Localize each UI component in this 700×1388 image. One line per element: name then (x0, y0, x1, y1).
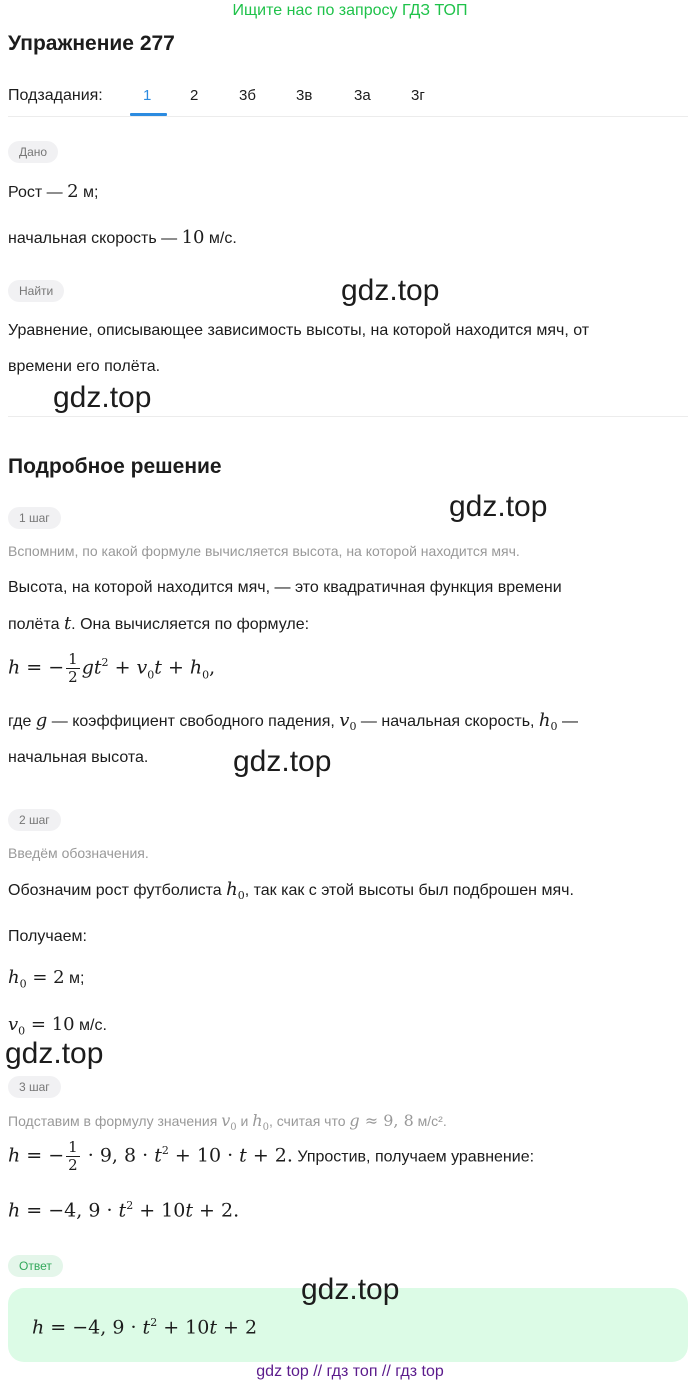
watermark-1: gdz.top (341, 274, 440, 307)
watermark-3: gdz.top (449, 490, 548, 523)
step1-line-2: полёта t. Она вычисляется по формуле: (8, 613, 310, 634)
step1-line-1: Высота, на которой находится мяч, — это квадратичная функция времени (8, 579, 562, 596)
section-divider (8, 416, 688, 417)
formula-height: h = − $\frac{1}{2}$ $gt^2 + v_0t + h_0$, (8, 650, 216, 686)
formula-simplified: h = −4, $9 \cdot t^2 + 10t + 2$. (8, 1199, 240, 1222)
solution-title: Подробное решение (8, 455, 222, 478)
h0-value: $h_0 = 2$ м; (8, 967, 85, 991)
step2-badge: 2 шаг (8, 809, 61, 831)
find-badge: Найти (8, 280, 64, 302)
tab-3g[interactable]: 3г (411, 87, 425, 104)
tab-2[interactable]: 2 (190, 87, 199, 104)
subtasks-tabs (8, 86, 688, 116)
step3-hint: Подставим в формулу значения $v_0$ и $h_0$, считая что g ≈ 9, 8 м/с². (8, 1111, 447, 1133)
formula-substituted: h = − $\frac{1}{2}$ · 9, $8 \cdot t^2 + 10 \cdot t + 2$. Упростив, получаем уравнение: (8, 1138, 535, 1174)
step1-last-line: начальная высота. (8, 749, 149, 766)
watermark-6: gdz.top (301, 1273, 400, 1306)
subtasks-label: Подзадания: (8, 87, 103, 104)
tab-1[interactable]: 1 (143, 87, 152, 104)
tab-3a[interactable]: 3а (354, 87, 371, 104)
watermark-5: gdz.top (5, 1037, 104, 1070)
find-line-1: Уравнение, описывающее зависимость высоты, на которой находится мяч, от (8, 322, 590, 339)
find-line-2: времени его полёта. (8, 358, 161, 375)
answer-formula: h = −4, $9 \cdot t^2 + 10t + 2$ (32, 1316, 258, 1339)
footer-links[interactable]: gdz top // гдз топ // гдз top (256, 1363, 444, 1380)
page-title: Упражнение 277 (8, 32, 175, 55)
given-speed: начальная скорость — 10 м/с. (8, 227, 237, 248)
step2-line-1: Обозначим рост футболиста $h_0$, так как с этой высоты был подброшен мяч. (8, 879, 574, 903)
given-badge: Дано (8, 141, 58, 163)
tabs-divider (8, 116, 688, 117)
step1-badge: 1 шаг (8, 507, 61, 529)
search-banner: Ищите нас по запросу ГДЗ ТОП (232, 2, 468, 19)
step3-badge: 3 шаг (8, 1076, 61, 1098)
step2-hint: Введём обозначения. (8, 845, 149, 861)
given-height: Рост — 2 м; (8, 181, 99, 202)
step1-where: где g — коэффициент свободного падения, $v_0$ — начальная скорость, $h_0$ — (8, 710, 578, 734)
step1-hint: Вспомним, по какой формуле вычисляется высота, на которой находится мяч. (8, 543, 520, 559)
step2-get: Получаем: (8, 928, 87, 945)
answer-badge: Ответ (8, 1255, 63, 1277)
tab-3b[interactable]: 3б (239, 87, 256, 104)
watermark-2: gdz.top (53, 381, 152, 414)
v0-value: $v_0 = 10$ м/с. (8, 1014, 107, 1038)
watermark-4: gdz.top (233, 745, 332, 778)
tab-3v[interactable]: 3в (296, 87, 313, 104)
